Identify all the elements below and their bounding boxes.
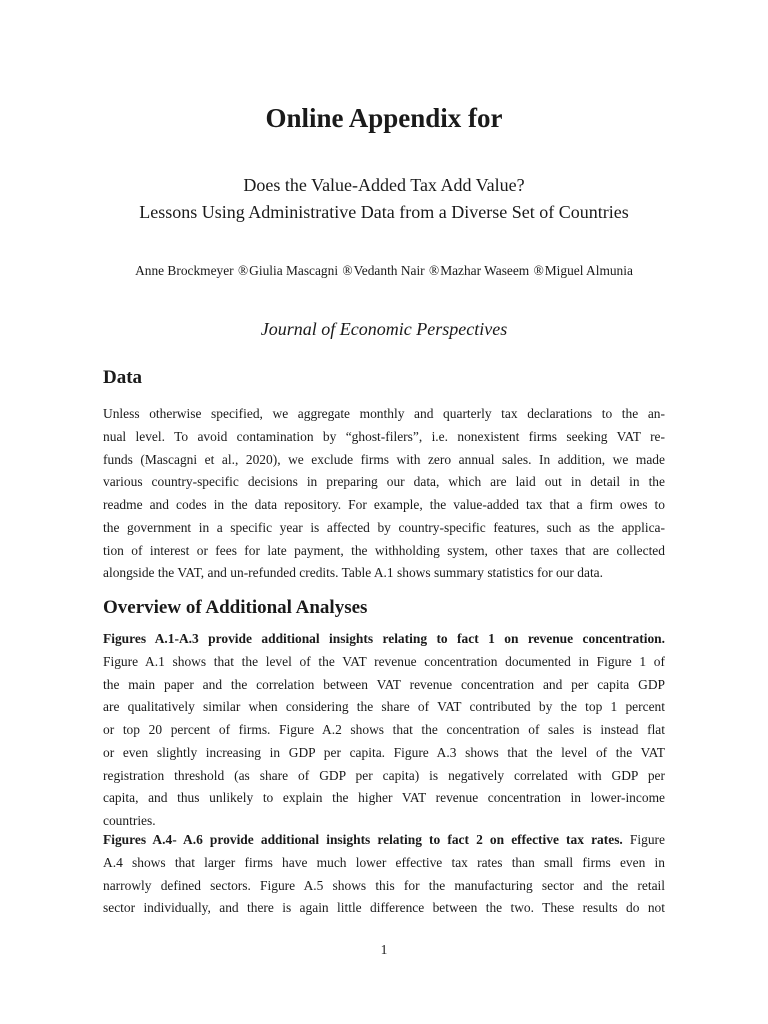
- text-line: are qualitatively similar when considering the share of VAT contributed by the top 1 percent: [103, 699, 665, 715]
- text-line: tion of interest or fees for late payment, the withholding system, other taxes that are collected: [103, 542, 665, 558]
- document-title: Online Appendix for: [265, 103, 503, 133]
- author-name: Anne Brockmeyer: [135, 263, 234, 278]
- text-line: alongside the VAT, and un-refunded credits. Table A.1 shows summary statistics for our data.: [103, 565, 604, 581]
- text-line: or even slightly increasing in GDP per capita. Figure A.3 shows that the level of the VAT: [103, 744, 665, 760]
- text-line: the government in a specific year is affected by country-specific features, such as the applica-: [103, 519, 665, 535]
- text-line: capita, and thus unlikely to explain the higher VAT revenue concentration in lower-income: [103, 790, 665, 806]
- journal-name: Journal of Economic Perspectives: [260, 319, 508, 339]
- revenue-concentration-paragraph: [103, 628, 665, 833]
- text-line: nual level. To avoid contamination by “ghost-filers”, i.e. nonexistent firms seeking VAT re-: [103, 428, 665, 444]
- paragraph-lead-sentence: Figures A.4- A.6 provide additional insights relating to fact 2 on effective tax rates.: [103, 832, 623, 847]
- lead-sentence-tail: Figure: [622, 832, 665, 847]
- effective-tax-rates-paragraph: [103, 829, 665, 920]
- text-line: the main paper and the correlation between VAT revenue concentration and per capita GDP: [103, 676, 665, 692]
- text-line: or top 20 percent of firms. Figure A.2 shows that the concentration of sales is instead flat: [103, 722, 665, 737]
- text-line: Unless otherwise specified, we aggregate monthly and quarterly tax declarations to the an-: [103, 406, 665, 421]
- text-line: various country-specific decisions in preparing our data, which are laid out in detail in the: [103, 474, 665, 490]
- text-line: sector individually, and there is again little difference between the two. These results do not: [103, 900, 665, 916]
- text-line: Figure A.1 shows that the level of the VAT revenue concentration documented in Figure 1 of: [103, 653, 665, 669]
- author-separator: ®: [533, 263, 544, 278]
- author-name: Miguel Almunia: [544, 263, 633, 278]
- data-paragraph: [103, 403, 665, 585]
- text-line: [103, 829, 665, 852]
- author-list: [0, 261, 768, 281]
- author-name: Mazhar Waseem: [440, 263, 530, 278]
- paper-subtitle-line-2: Lessons Using Administrative Data from a Diverse Set of Countries: [139, 202, 629, 222]
- paragraph-lead-sentence: Figures A.1-A.3 provide additional insights relating to fact 1 on revenue concentration.: [103, 631, 665, 646]
- text-line: narrowly defined sectors. Figure A.5 shows this for the manufacturing sector and the retail: [103, 877, 665, 893]
- text-line: registration threshold (as share of GDP per capita) is negatively correlated with GDP per: [103, 767, 665, 783]
- author-name: Giulia Mascagni: [249, 263, 339, 278]
- text-line: A.4 shows that larger firms have much lower effective tax rates than small firms even in: [103, 854, 665, 870]
- text-line: countries.: [103, 813, 156, 828]
- text-line: funds (Mascagni et al., 2020), we exclude firms with zero annual sales. In addition, we made: [103, 451, 665, 467]
- section-heading-overview: Overview of Additional Analyses: [103, 597, 368, 618]
- author-separator: ®: [342, 263, 353, 278]
- paper-subtitle-line-1: Does the Value-Added Tax Add Value?: [243, 175, 525, 195]
- page-number: 1: [380, 942, 388, 957]
- text-line: readme and codes in the data repository. For example, the value-added tax that a firm owes to: [103, 497, 665, 512]
- author-separator: ®: [429, 263, 440, 278]
- section-heading-data: Data: [103, 367, 143, 388]
- author-name: Vedanth Nair: [353, 263, 425, 278]
- author-separator: ®: [237, 263, 249, 278]
